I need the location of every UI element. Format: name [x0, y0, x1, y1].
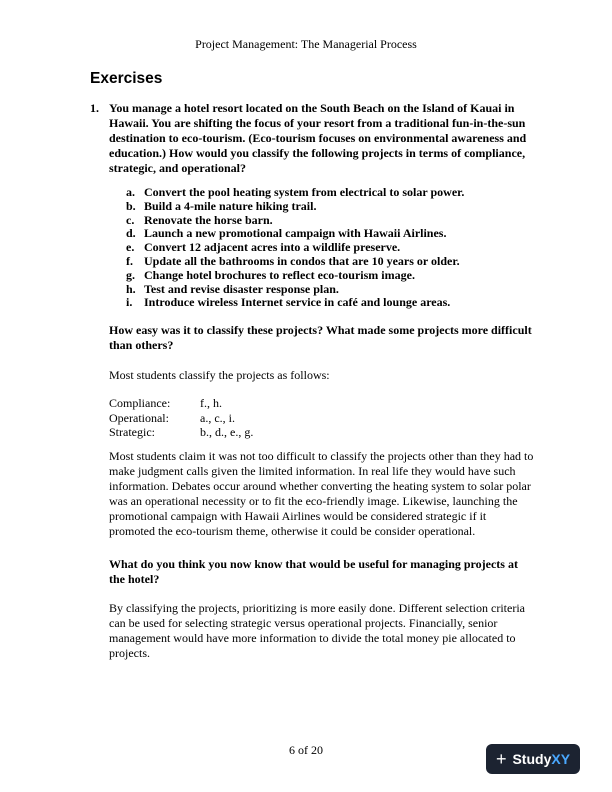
list-item: c. Renovate the horse barn.	[126, 212, 273, 227]
list-item: f. Update all the bathrooms in condos that are 10 years or older.	[126, 253, 460, 268]
list-item: i. Introduce wireless Internet service in café and lounge areas.	[126, 295, 451, 310]
classification-list	[109, 396, 534, 440]
classify-intro: Most students classify the projects as follows:	[109, 368, 330, 382]
classification-row: Operational: a., c., i.	[109, 410, 235, 425]
list-item: a. Convert the pool heating system from electrical to solar power.	[126, 185, 465, 199]
page-header: Project Management: The Managerial Process	[195, 37, 417, 51]
plus-icon: +	[495, 748, 507, 769]
classification-row: Strategic: b., d., e., g.	[109, 425, 254, 439]
question-1	[90, 101, 530, 176]
question-text: You manage a hotel resort located on the South Beach on the Island of Kauai in Hawaii. You are shifting the focus of your resort from a traditional fun-in-the-sun destination to eco-tourism. (Eco-tourism focuses on environmental awareness and education.) How would you classify the following projects in terms of compliance, strategic, and operational?	[109, 101, 527, 175]
list-item: g. Change hotel brochures to reflect eco-tourism image.	[126, 267, 415, 282]
classification-row: Compliance: f., h.	[109, 396, 222, 410]
sub-question-2: What do you think you now know that would be useful for managing projects at the hotel?	[109, 557, 518, 586]
page-number: 6 of 20	[289, 743, 323, 757]
studyxy-badge[interactable]	[486, 744, 580, 774]
brand-name: Study	[512, 751, 552, 767]
brand-accent: XY	[551, 751, 571, 767]
project-list	[126, 186, 546, 310]
sub-question-1: How easy was it to classify these projects? What made some projects more difficult than others?	[109, 323, 532, 352]
section-title: Exercises	[90, 70, 163, 87]
list-item: e. Convert 12 adjacent acres into a wildlife preserve.	[126, 240, 401, 255]
answer-1: Most students claim it was not too difficult to classify the projects other than they had to make judgment calls given the limited information. In real life they would have such information. Debates occur around whether converting the heating system to solar polar was an operational necessity or to fit the eco-friendly image. Likewise, launching the promotional campaign with Hawaii Airlines would be considered strategic if it promoted the eco-tourism theme, otherwise it could be consider operational.	[109, 449, 534, 538]
question-number: 1.	[90, 101, 99, 115]
answer-2: By classifying the projects, prioritizing is more easily done. Different selection criteria can be used for selecting strategic versus operational projects. Financially, senior management would have more information to divide the total money pie allocated to projects.	[109, 601, 525, 660]
list-item: h. Test and revise disaster response plan.	[126, 281, 339, 296]
list-item: b. Build a 4-mile nature hiking trail.	[126, 198, 317, 213]
list-item: d. Launch a new promotional campaign with Hawaii Airlines.	[126, 226, 447, 241]
